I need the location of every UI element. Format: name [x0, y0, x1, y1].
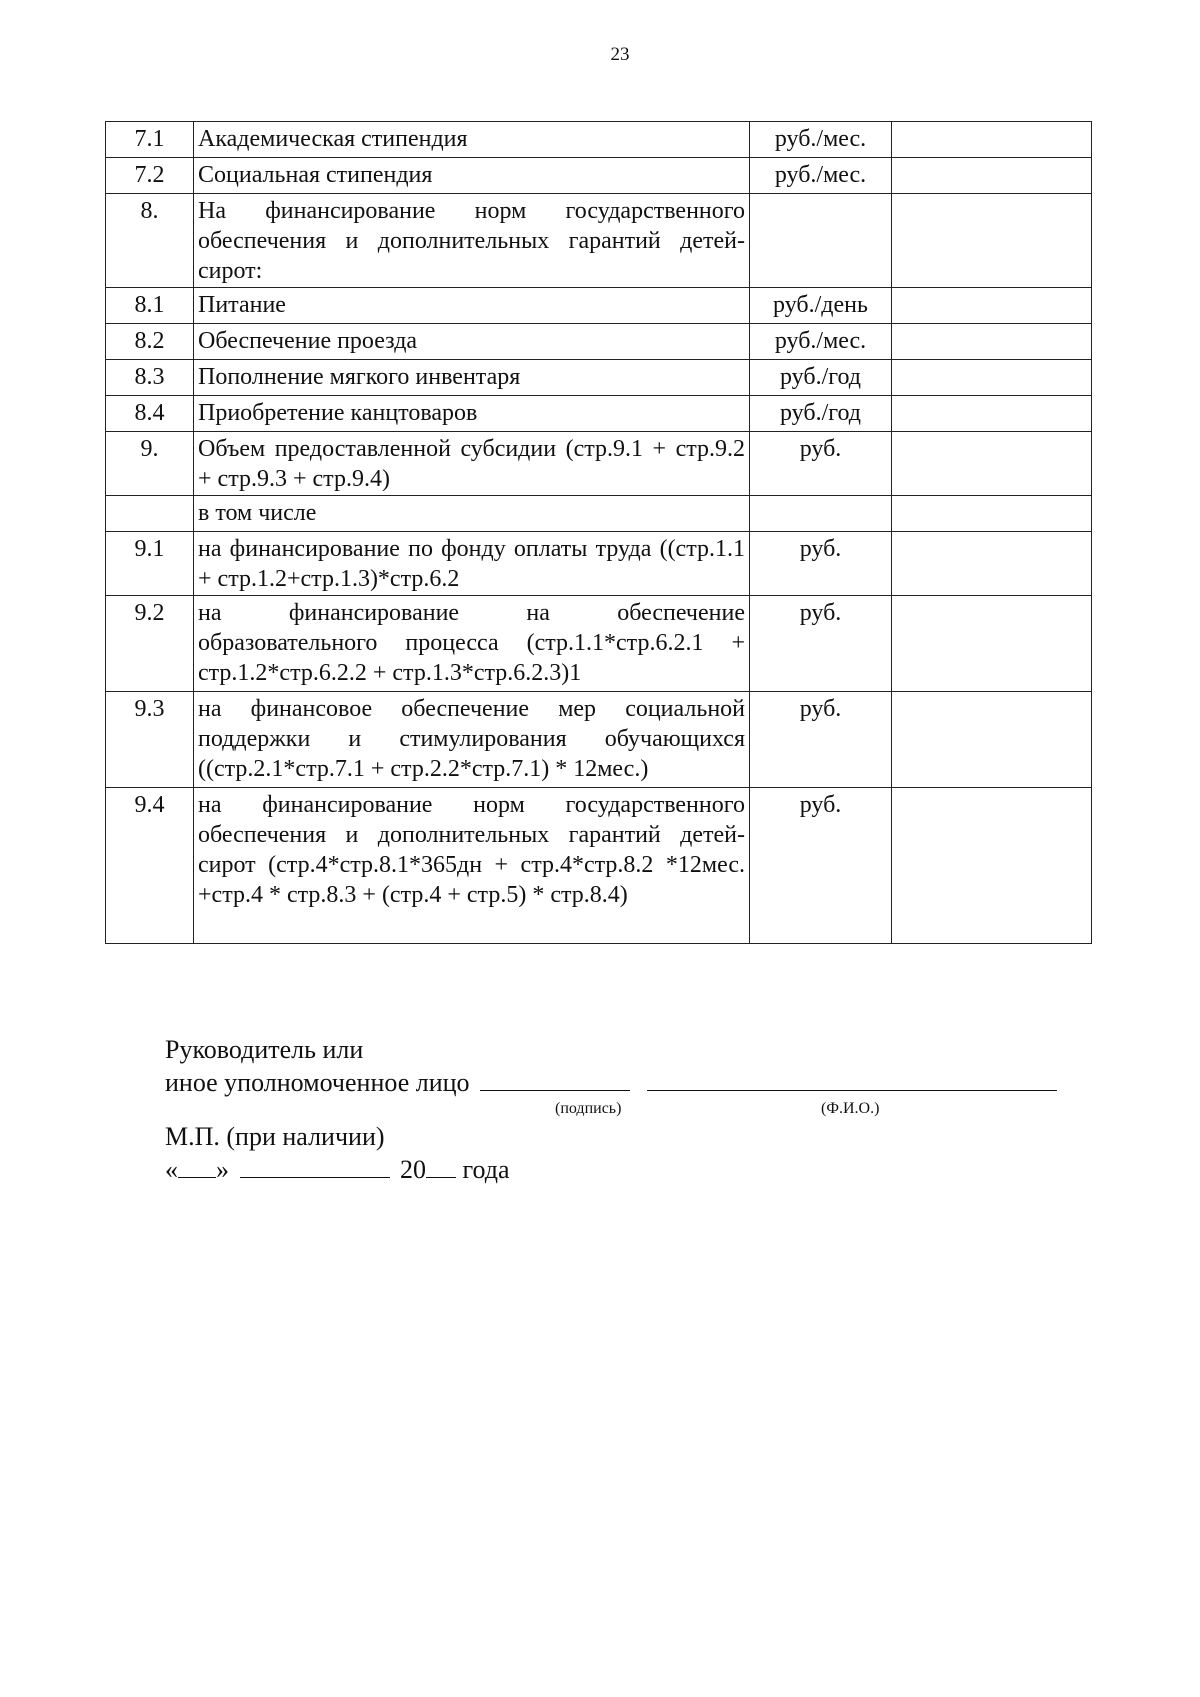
table-row: [106, 692, 1092, 788]
row-unit: руб./день: [750, 288, 892, 324]
row-value: [892, 158, 1092, 194]
row-value: [892, 788, 1092, 944]
row-number: 8.2: [106, 324, 194, 360]
row-value: [892, 496, 1092, 532]
table-row: [106, 496, 1092, 532]
row-name: на финансирование норм государственного обеспечения и дополнительных гарантий детей-сирот (стр.4*стр.8.1*365дн + стр.4*стр.8.2 *12мес. +стр.4 * стр.8.3 + (стр.4 + стр.5) * стр.8.4): [194, 788, 750, 944]
row-name: на финансирование по фонду оплаты труда ((стр.1.1 + стр.1.2+стр.1.3)*стр.6.2: [194, 532, 750, 596]
row-unit: руб./мес.: [750, 324, 892, 360]
table-row: [106, 396, 1092, 432]
row-value: [892, 396, 1092, 432]
signatory-title-line1: Руководитель или: [165, 1035, 364, 1064]
date-line: [165, 1153, 1115, 1186]
row-name: Социальная стипендия: [194, 158, 750, 194]
row-value: [892, 360, 1092, 396]
row-unit: руб./год: [750, 396, 892, 432]
row-number: 9.2: [106, 596, 194, 692]
full-name-caption: (Ф.И.О.): [821, 1100, 880, 1117]
signature-field[interactable]: [480, 1066, 630, 1091]
row-value: [892, 532, 1092, 596]
row-number: 8.1: [106, 288, 194, 324]
row-value: [892, 324, 1092, 360]
row-value: [892, 596, 1092, 692]
row-unit: руб.: [750, 532, 892, 596]
date-close-quote: »: [216, 1155, 229, 1184]
page-number: 23: [610, 44, 630, 65]
row-name: на финансовое обеспечение мер социальной поддержки и стимулирования обучающихся ((стр.2.1*стр.7.1 + стр.2.2*стр.7.1) * 12мес.): [194, 692, 750, 788]
row-unit: руб./мес.: [750, 158, 892, 194]
row-number: 7.1: [106, 122, 194, 158]
row-number: 7.2: [106, 158, 194, 194]
row-unit: [750, 194, 892, 288]
row-unit: [750, 496, 892, 532]
signature-caption: (подпись): [555, 1100, 622, 1117]
row-number: 8.4: [106, 396, 194, 432]
row-unit: руб.: [750, 692, 892, 788]
row-number: 8.3: [106, 360, 194, 396]
signatory-title-text: иное уполномоченное лицо: [165, 1068, 470, 1097]
table-row: [106, 788, 1092, 944]
row-name: Академическая стипендия: [194, 122, 750, 158]
table-row: [106, 122, 1092, 158]
row-number: 9.1: [106, 532, 194, 596]
table-row: [106, 158, 1092, 194]
row-name: Обеспечение проезда: [194, 324, 750, 360]
row-number: 8.: [106, 194, 194, 288]
table-row: [106, 288, 1092, 324]
signature-captions: [165, 1099, 1115, 1121]
row-number: 9.3: [106, 692, 194, 788]
row-name: Питание: [194, 288, 750, 324]
stamp-label: М.П. (при наличии): [165, 1122, 385, 1151]
row-unit: руб.: [750, 788, 892, 944]
row-name: в том числе: [194, 496, 750, 532]
row-value: [892, 692, 1092, 788]
row-name: Пополнение мягкого инвентаря: [194, 360, 750, 396]
row-unit: руб.: [750, 432, 892, 496]
full-name-field[interactable]: [647, 1066, 1057, 1091]
date-year-prefix: 20: [400, 1155, 426, 1184]
row-number: 9.: [106, 432, 194, 496]
row-value: [892, 288, 1092, 324]
table-row: [106, 194, 1092, 288]
table-row: [106, 432, 1092, 496]
row-value: [892, 432, 1092, 496]
date-open-quote: «: [165, 1155, 178, 1184]
row-value: [892, 122, 1092, 158]
row-value: [892, 194, 1092, 288]
row-unit: руб./мес.: [750, 122, 892, 158]
signatory-title-line2: [165, 1066, 1115, 1099]
table-row: [106, 324, 1092, 360]
row-name: Приобретение канцтоваров: [194, 396, 750, 432]
date-year-suffix: года: [462, 1155, 510, 1184]
date-day-field[interactable]: [178, 1153, 216, 1178]
row-name: Объем предоставленной субсидии (стр.9.1 + стр.9.2 + стр.9.3 + стр.9.4): [194, 432, 750, 496]
date-year-field[interactable]: [426, 1153, 456, 1178]
row-unit: руб./год: [750, 360, 892, 396]
subsidy-table: [105, 121, 1092, 944]
table-row: [106, 360, 1092, 396]
table-row: [106, 532, 1092, 596]
table-row: [106, 596, 1092, 692]
row-name: на финансирование на обеспечение образовательного процесса (стр.1.1*стр.6.2.1 + стр.1.2*стр.6.2.2 + стр.1.3*стр.6.2.3)1: [194, 596, 750, 692]
date-month-field[interactable]: [240, 1153, 390, 1178]
signature-block: [165, 1034, 1115, 1186]
row-name: На финансирование норм государственного обеспечения и дополнительных гарантий детей-сирот:: [194, 194, 750, 288]
row-number: 9.4: [106, 788, 194, 944]
row-unit: руб.: [750, 596, 892, 692]
row-number: [106, 496, 194, 532]
